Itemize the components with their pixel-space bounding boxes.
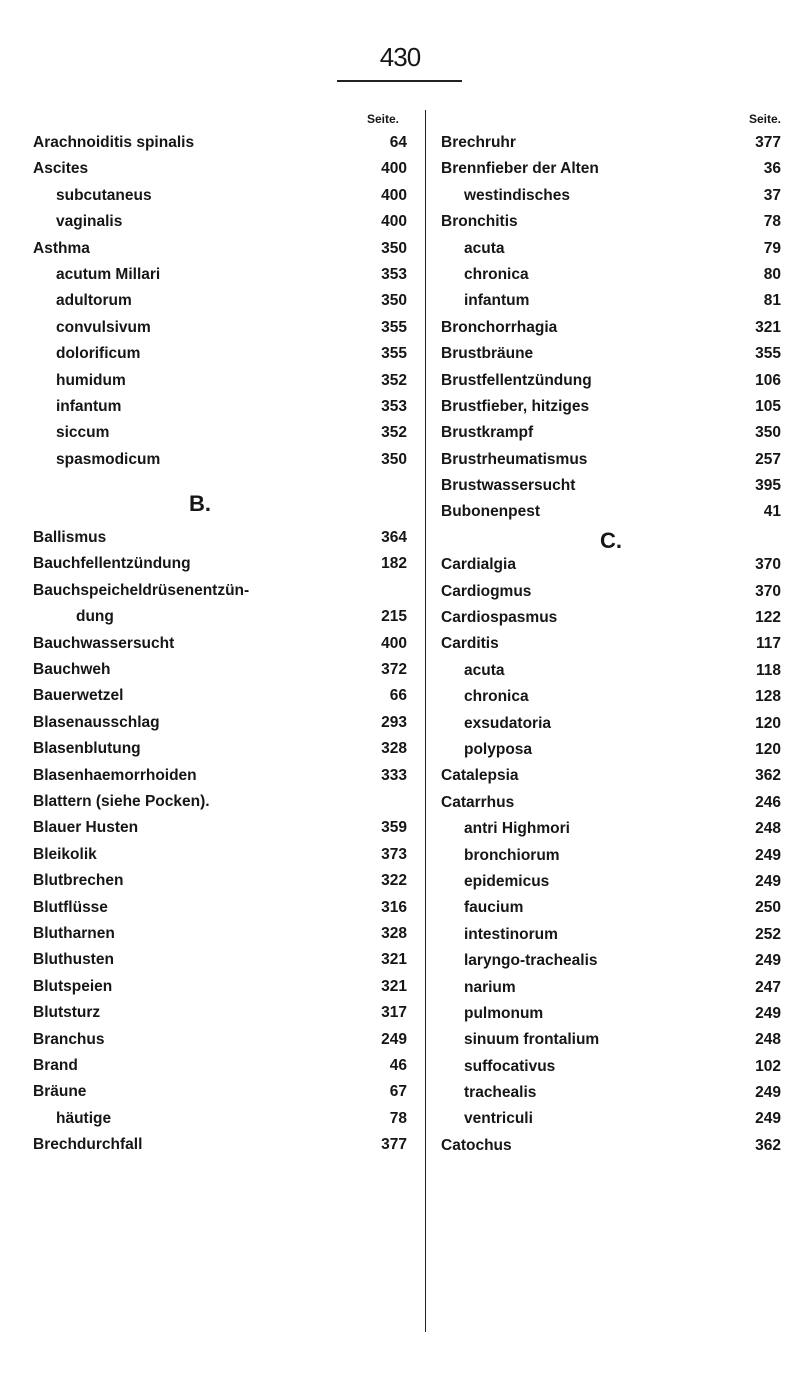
index-entry — [33, 974, 407, 1000]
index-term: Brand — [33, 1056, 78, 1074]
index-entry — [33, 842, 407, 868]
index-term: Catarrhus — [441, 793, 515, 811]
index-term: Bubonenpest — [441, 503, 541, 521]
index-term: Brustfieber, hitziges — [441, 397, 590, 415]
index-term: exsudatoria — [464, 714, 552, 732]
index-term: sinuum frontalium — [464, 1031, 600, 1049]
index-page-number: 249 — [755, 846, 781, 864]
index-page-number: 215 — [381, 608, 407, 626]
index-page-number: 362 — [755, 1136, 781, 1154]
index-term: Bronchitis — [441, 213, 518, 231]
index-entry — [33, 183, 407, 209]
index-entry — [33, 1079, 407, 1105]
index-entry — [33, 236, 407, 262]
index-page-number: 293 — [381, 713, 407, 731]
index-entry — [441, 658, 781, 684]
index-term: ventriculi — [464, 1110, 533, 1128]
index-entry — [33, 789, 407, 815]
index-term: Bräune — [33, 1083, 87, 1101]
index-page-number: 36 — [763, 160, 781, 178]
index-page-number: 250 — [755, 899, 781, 917]
index-page-number: 355 — [381, 318, 407, 336]
index-page-number: 328 — [381, 740, 407, 758]
index-entry — [33, 1000, 407, 1026]
index-entry — [33, 368, 407, 394]
index-page-number: 362 — [755, 767, 781, 785]
index-term: adultorum — [56, 292, 132, 310]
index-term: Blutharnen — [33, 924, 115, 942]
left-index-column — [33, 112, 407, 1158]
index-term: acuta — [464, 239, 505, 257]
index-page-number: 317 — [381, 1004, 407, 1022]
index-term: dung — [76, 608, 114, 626]
index-entry — [33, 262, 407, 288]
index-page-number: 377 — [381, 1136, 407, 1154]
index-term: Bronchorrhagia — [441, 318, 558, 336]
index-entry — [441, 552, 781, 578]
index-term: Brustwassersucht — [441, 477, 576, 495]
index-term: Blutbrechen — [33, 872, 124, 890]
index-term: Catochus — [441, 1136, 512, 1154]
index-entry — [441, 394, 781, 420]
index-term: pulmonum — [464, 1004, 544, 1022]
index-page-number: 257 — [755, 450, 781, 468]
index-term: Blasenblutung — [33, 740, 141, 758]
index-page-number: 400 — [381, 160, 407, 178]
index-term: Blasenausschlag — [33, 713, 160, 731]
header-rule — [337, 80, 462, 82]
index-page-number: 321 — [755, 318, 781, 336]
index-entry — [33, 1106, 407, 1132]
index-entry — [441, 975, 781, 1001]
index-page-number: 352 — [381, 424, 407, 442]
index-entry — [441, 1080, 781, 1106]
index-entry — [33, 551, 407, 577]
index-term: chronica — [464, 688, 529, 706]
index-entry — [441, 1027, 781, 1053]
index-entry — [441, 156, 781, 182]
index-term: polyposa — [464, 740, 533, 758]
index-term: Blutsturz — [33, 1004, 101, 1022]
index-term: Bauchspeicheldrüsenentzün- — [33, 581, 250, 599]
index-page-number: 37 — [763, 186, 781, 204]
index-term: Asthma — [33, 239, 90, 257]
index-term: Ballismus — [33, 529, 107, 547]
index-page-number: 105 — [755, 397, 781, 415]
index-term: Cardialgia — [441, 556, 516, 574]
index-page-number: 41 — [763, 503, 781, 521]
index-entry — [33, 631, 407, 657]
index-term: Carditis — [441, 635, 499, 653]
index-entry — [441, 447, 781, 473]
index-term: Branchus — [33, 1030, 105, 1048]
index-entry — [441, 869, 781, 895]
index-term: subcutaneus — [56, 186, 152, 204]
index-entry — [441, 183, 781, 209]
index-term: Bluthusten — [33, 951, 114, 969]
index-entry — [441, 499, 781, 525]
index-entry — [33, 763, 407, 789]
index-page-number: 395 — [755, 477, 781, 495]
index-page-number: 64 — [389, 134, 407, 151]
index-term: siccum — [56, 424, 110, 442]
index-page-number: 120 — [755, 740, 781, 758]
index-term: Bauchweh — [33, 661, 111, 679]
index-page-number: 128 — [755, 688, 781, 706]
index-page-number: 350 — [755, 424, 781, 442]
index-page-number: 249 — [755, 952, 781, 970]
index-entry — [441, 236, 781, 262]
index-page-number: 120 — [755, 714, 781, 732]
index-entry — [33, 1132, 407, 1158]
index-term: spasmodicum — [56, 450, 161, 468]
index-entry — [441, 288, 781, 314]
index-page-number: 249 — [755, 1004, 781, 1022]
index-page-number: 252 — [755, 925, 781, 943]
index-page-number: 102 — [755, 1057, 781, 1075]
index-term: acuta — [464, 661, 505, 679]
index-entry — [33, 394, 407, 420]
index-page-number: 377 — [755, 134, 781, 151]
index-term: Brechruhr — [441, 134, 516, 151]
index-entry — [441, 368, 781, 394]
index-entry — [441, 209, 781, 235]
index-page-number: 350 — [381, 239, 407, 257]
index-term: acutum Millari — [56, 265, 161, 283]
index-term: dolorificum — [56, 345, 141, 363]
index-term: Brustbräune — [441, 345, 534, 363]
index-page-number: 248 — [755, 820, 781, 838]
index-page-number: 350 — [381, 450, 407, 468]
index-entry — [441, 922, 781, 948]
index-entry — [441, 1106, 781, 1132]
index-term: narium — [464, 978, 516, 996]
index-term: humidum — [56, 371, 126, 389]
right-index-column — [441, 112, 781, 1159]
index-term: Catalepsia — [441, 767, 519, 785]
index-term: trachealis — [464, 1084, 537, 1102]
index-term: Cardiospasmus — [441, 609, 558, 627]
index-entry — [33, 657, 407, 683]
index-page-number: 118 — [755, 661, 781, 679]
index-entry — [441, 711, 781, 737]
index-page-number: 328 — [381, 924, 407, 942]
index-page-number: 352 — [381, 371, 407, 389]
index-page-number: 373 — [381, 845, 407, 863]
section-heading: B. — [189, 491, 211, 517]
index-page-number: 81 — [763, 292, 781, 310]
index-entry — [33, 710, 407, 736]
index-entry — [33, 736, 407, 762]
index-entry — [33, 288, 407, 314]
index-entry — [441, 895, 781, 921]
index-entry — [441, 579, 781, 605]
index-page-number: 80 — [763, 265, 781, 283]
index-page-number: 355 — [755, 345, 781, 363]
index-page-number: 106 — [755, 371, 781, 389]
index-page-number: 247 — [755, 978, 781, 996]
index-term: antri Highmori — [464, 820, 570, 838]
index-page-number: 249 — [755, 872, 781, 890]
index-entry — [441, 315, 781, 341]
index-term: Brustrheumatismus — [441, 450, 588, 468]
index-page-number: 67 — [389, 1083, 407, 1101]
index-page-number: 355 — [381, 345, 407, 363]
index-page-number: 249 — [755, 1110, 781, 1128]
seite-label-right: Seite. — [748, 112, 781, 126]
index-entry — [441, 473, 781, 499]
index-entry — [33, 525, 407, 551]
index-entry — [441, 262, 781, 288]
index-page-number: 353 — [381, 397, 407, 415]
index-term: Bauchwassersucht — [33, 634, 175, 652]
index-entry — [33, 156, 407, 182]
index-term: bronchiorum — [464, 846, 560, 864]
index-entry — [441, 737, 781, 763]
index-page-number: 78 — [763, 213, 781, 231]
index-term: häutige — [56, 1109, 112, 1127]
index-page-number: 78 — [389, 1109, 407, 1127]
index-entry — [33, 947, 407, 973]
index-entry — [33, 420, 407, 446]
index-entry — [441, 843, 781, 869]
column-divider — [425, 110, 426, 1332]
index-term: Blauer Husten — [33, 819, 139, 837]
index-term: Arachnoiditis spinalis — [33, 134, 195, 151]
index-page-number: 246 — [755, 793, 781, 811]
index-term: Brustkrampf — [441, 424, 534, 442]
index-entry — [33, 921, 407, 947]
index-page-number: 400 — [381, 634, 407, 652]
index-entry — [33, 1053, 407, 1079]
index-term: Blasenhaemorrhoiden — [33, 766, 197, 784]
index-entry — [33, 209, 407, 235]
index-page-number: 370 — [755, 556, 781, 574]
index-term: Cardiogmus — [441, 582, 532, 600]
index-page-number: 321 — [381, 977, 407, 995]
index-term: Blattern (siehe Pocken). — [33, 792, 210, 810]
index-entry — [33, 130, 407, 156]
index-page-number: 359 — [381, 819, 407, 837]
index-page-number: 249 — [381, 1030, 407, 1048]
index-page-number: 249 — [755, 1084, 781, 1102]
index-term: infantum — [56, 397, 122, 415]
index-term: Brennfieber der Alten — [441, 160, 599, 178]
index-entry — [441, 1001, 781, 1027]
index-entry — [441, 816, 781, 842]
index-entry — [33, 815, 407, 841]
index-term: westindisches — [464, 186, 570, 204]
index-term: Ascites — [33, 160, 89, 178]
page-number: 430 — [379, 42, 421, 72]
index-term: Bleikolik — [33, 845, 97, 863]
index-term: infantum — [464, 292, 530, 310]
index-entry — [441, 790, 781, 816]
index-entry — [441, 948, 781, 974]
index-entry — [441, 1054, 781, 1080]
index-entry — [33, 447, 407, 473]
index-entry — [441, 130, 781, 156]
section-heading: C. — [600, 527, 622, 553]
index-entry — [441, 684, 781, 710]
index-term: chronica — [464, 265, 529, 283]
index-term: Brechdurchfall — [33, 1136, 143, 1154]
index-page-number: 79 — [763, 239, 781, 257]
index-term: suffocativus — [464, 1057, 556, 1075]
index-term: vaginalis — [56, 213, 123, 231]
index-entry — [441, 341, 781, 367]
index-entry — [33, 868, 407, 894]
index-page-number: 321 — [381, 951, 407, 969]
index-entry — [33, 315, 407, 341]
index-page-number: 350 — [381, 292, 407, 310]
index-page-number: 248 — [755, 1031, 781, 1049]
index-page-number: 46 — [389, 1056, 407, 1074]
index-term: faucium — [464, 899, 524, 917]
index-entry — [33, 604, 407, 630]
index-term: Blutspeien — [33, 977, 113, 995]
index-entry — [33, 578, 407, 604]
index-page-number: 370 — [755, 582, 781, 600]
index-term: intestinorum — [464, 925, 558, 943]
index-page-number: 353 — [381, 265, 407, 283]
index-entry — [33, 683, 407, 709]
index-entry — [33, 341, 407, 367]
index-term: Bauchfellentzündung — [33, 555, 191, 573]
index-term: Brustfellentzündung — [441, 371, 592, 389]
index-page-number: 316 — [381, 898, 407, 916]
index-term: convulsivum — [56, 318, 151, 336]
index-entry — [33, 895, 407, 921]
index-page-number: 122 — [755, 609, 781, 627]
index-page-number: 117 — [755, 635, 781, 653]
seite-label-left: Seite. — [366, 112, 399, 126]
index-entry — [441, 420, 781, 446]
index-term: epidemicus — [464, 872, 550, 890]
index-term: Blutflüsse — [33, 898, 108, 916]
index-term: Bauerwetzel — [33, 687, 124, 705]
index-entry — [441, 605, 781, 631]
index-page-number: 400 — [381, 213, 407, 231]
index-page-number: 66 — [389, 687, 407, 705]
index-entry — [441, 763, 781, 789]
index-term: laryngo-trachealis — [464, 952, 598, 970]
index-page-number: 400 — [381, 186, 407, 204]
index-page-number: 182 — [381, 555, 407, 573]
index-entry — [33, 1027, 407, 1053]
index-entry — [441, 1133, 781, 1159]
index-entry — [441, 631, 781, 657]
index-page-number: 364 — [381, 529, 407, 547]
index-page-number: 372 — [381, 661, 407, 679]
index-page-number: 322 — [381, 872, 407, 890]
index-page-number: 333 — [381, 766, 407, 784]
